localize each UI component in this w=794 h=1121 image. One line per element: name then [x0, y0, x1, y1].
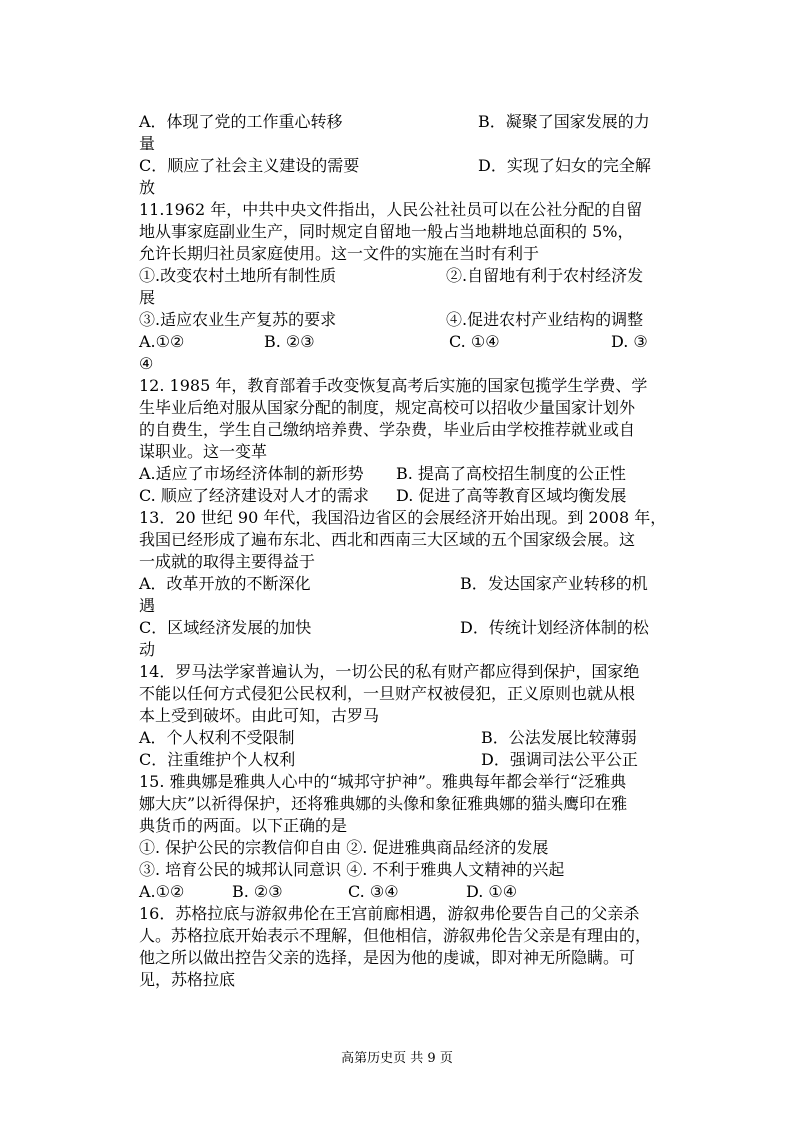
q15-items-line: ①. 保护公民的宗教信仰自由 ②. 促进雅典商品经济的发展 — [139, 838, 549, 857]
q12-stem-line: 12. 1985 年，教育部着手改变恢复高考后实施的国家包揽学生学费、学 — [139, 376, 648, 395]
q15-option-a: A.①② — [139, 882, 185, 901]
q15-stem-line: 典货币的两面。以下正确的是 — [139, 816, 348, 835]
q15-option-d: D. ①④ — [466, 882, 518, 901]
q11-item-1: ①.改变农村土地所有制性质 — [139, 266, 337, 285]
q13-option-b-wrap: 遇 — [139, 596, 156, 615]
q14-option-a: A．个人权利不受限制 — [139, 728, 295, 747]
q12-option-a: A.适应了市场经济体制的新形势 — [139, 464, 364, 483]
q11-stem-line: 地从事家庭副业生产，同时规定自留地一般占当地耕地总面积的 5%， — [139, 222, 634, 241]
q15-option-b: B. ②③ — [232, 882, 283, 901]
q16-stem-line: 见，苏格拉底 — [139, 970, 236, 989]
q12-option-d: D. 促进了高等教育区域均衡发展 — [396, 486, 627, 505]
q16-stem-line: 他之所以做出控告父亲的选择，是因为他的虔诚，即对神无所隐瞒。可 — [139, 948, 636, 967]
q12-option-c: C. 顺应了经济建设对人才的需求 — [139, 486, 369, 505]
page-footer: 高第历史页 共 9 页 — [341, 1051, 453, 1066]
q13-option-c: C．区域经济发展的加快 — [139, 618, 312, 637]
q11-option-d: D. ③ — [611, 332, 648, 351]
q14-option-c: C．注重维护个人权利 — [139, 750, 296, 769]
q12-stem-line: 的自费生，学生自己缴纳培养费、学杂费，毕业后由学校推荐就业或自 — [139, 420, 636, 439]
q15-stem-line: 15. 雅典娜是雅典人心中的“城邦守护神”。雅典每年都会举行“泛雅典 — [139, 772, 627, 791]
q11-item-2: ②.自留地有利于农村经济发 — [446, 266, 644, 285]
q13-option-d-wrap: 动 — [139, 640, 156, 659]
q15-items-line: ③. 培育公民的城邦认同意识 ④. 不利于雅典人文精神的兴起 — [139, 860, 565, 879]
q11-item-2-wrap: 展 — [139, 288, 156, 307]
q11-stem-line: 允许长期归社员家庭使用。这一文件的实施在当时有利于 — [139, 244, 540, 263]
q11-option-b: B. ②③ — [264, 332, 315, 351]
q15-stem-line: 娜大庆”以祈得保护，还将雅典娜的头像和象征雅典娜的猫头鹰印在雅 — [139, 794, 628, 813]
q11-stem-line: 11.1962 年，中共中央文件指出，人民公社社员可以在公社分配的自留 — [139, 200, 643, 219]
q13-option-a: A．改革开放的不断深化 — [139, 574, 311, 593]
q11-item-4: ④.促进农村产业结构的调整 — [446, 310, 644, 329]
q13-stem-line: 一成就的取得主要得益于 — [139, 552, 316, 571]
q14-stem-line: 本上受到破坏。由此可知，古罗马 — [139, 706, 380, 725]
q13-stem-line: 我国已经形成了遍布东北、西北和西南三大区域的五个国家级会展。这 — [139, 530, 636, 549]
q12-option-b: B. 提高了高校招生制度的公正性 — [396, 464, 626, 483]
q14-stem-line: 14．罗马法学家普遍认为，一切公民的私有财产都应得到保护，国家绝 — [139, 662, 640, 681]
q10-option-d: D．实现了妇女的完全解 — [478, 156, 651, 175]
q14-option-b: B．公法发展比较薄弱 — [481, 728, 637, 747]
q11-item-3: ③.适应农业生产复苏的要求 — [139, 310, 337, 329]
q10-option-d-wrap: 放 — [139, 178, 156, 197]
q15-option-c: C. ③④ — [348, 882, 399, 901]
q12-stem-line: 生毕业后绝对服从国家分配的制度，规定高校可以招收少量国家计划外 — [139, 398, 636, 417]
q10-option-c: C．顺应了社会主义建设的需要 — [139, 156, 360, 175]
q16-stem-line: 16．苏格拉底与游叙弗伦在王宫前廊相遇，游叙弗伦要告自己的父亲杀 — [139, 904, 640, 923]
q10-option-b-wrap: 量 — [139, 134, 156, 153]
q16-stem-line: 人。苏格拉底开始表示不理解，但他相信，游叙弗伦告父亲是有理由的， — [139, 926, 652, 945]
q12-stem-line: 谋职业。这一变革 — [139, 442, 268, 461]
q14-stem-line: 不能以任何方式侵犯公民权利，一旦财产权被侵犯，正义原则也就从根 — [139, 684, 636, 703]
q13-stem-line: 13．20 世纪 90 年代，我国沿边省区的会展经济开始出现。到 2008 年， — [139, 508, 667, 527]
q10-option-a: A．体现了党的工作重心转移 — [139, 112, 343, 131]
q13-option-d: D．传统计划经济体制的松 — [460, 618, 649, 637]
q13-option-b: B．发达国家产业转移的机 — [460, 574, 648, 593]
q14-option-d: D．强调司法公平公正 — [481, 750, 638, 769]
q10-option-b: B．凝聚了国家发展的力 — [478, 112, 650, 131]
q11-option-a: A.①② — [139, 332, 185, 351]
q11-option-d-wrap: ④ — [139, 354, 154, 373]
q11-option-c: C. ①④ — [449, 332, 500, 351]
